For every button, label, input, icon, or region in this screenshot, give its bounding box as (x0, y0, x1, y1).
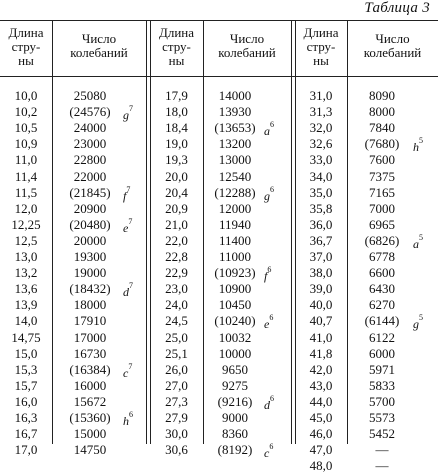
note-octave: 7 (129, 281, 133, 291)
length-cell: 27,9 (165, 410, 188, 425)
length-cell: 15,7 (14, 377, 38, 393)
header-length-line: Длина (158, 25, 195, 40)
frequency-cell: 10000 (218, 345, 252, 361)
frequency-cell: 22800 (73, 152, 107, 168)
note-octave: 6 (129, 410, 133, 419)
string-frequency-table (0, 20, 438, 474)
frequency-cell: — (375, 458, 389, 474)
length-cell: 11,5 (14, 184, 38, 200)
frequency-cell: 11400 (218, 232, 252, 248)
length-cell: 11,0 (14, 152, 38, 168)
length-cell: 44,0 (309, 393, 333, 409)
frequency-cell: 10032 (218, 329, 252, 345)
frequency-cell: (13653) (214, 120, 256, 136)
frequency-cell: 16000 (73, 377, 107, 393)
length-cell: 31,0 (309, 88, 333, 103)
length-cell: 40,7 (309, 313, 333, 329)
frequency-cell: 17910 (73, 313, 107, 329)
note-name (123, 217, 132, 233)
note-letter: g (413, 317, 419, 332)
length-cell: 13,0 (14, 249, 38, 264)
length-cell: 22,8 (165, 249, 188, 264)
header-frequency (52, 32, 146, 60)
note-letter: c (264, 446, 270, 461)
frequency-cell: 9000 (222, 410, 248, 425)
length-cell: 16,0 (14, 393, 38, 409)
frequency-cell: (15360) (69, 410, 111, 425)
length-cell: 24,5 (165, 313, 188, 329)
note-letter: g (123, 108, 129, 123)
frequency-cell: 20000 (73, 232, 107, 248)
length-cell: 14,0 (14, 313, 38, 329)
length-cell: 13,9 (14, 297, 38, 313)
length-cell: 42,0 (309, 361, 333, 377)
frequency-cell: 12540 (218, 168, 252, 184)
header-length (295, 26, 347, 68)
frequency-cell: 7840 (369, 120, 395, 136)
header-length-line: стру- (306, 39, 336, 54)
header-length-line: стру- (11, 39, 41, 54)
length-cell: 46,0 (309, 426, 333, 442)
length-cell: 16,7 (14, 426, 38, 442)
note-letter: e (264, 317, 270, 332)
frequency-cell: — (375, 442, 389, 458)
frequency-cell: (10923) (214, 265, 256, 281)
note-octave: 6 (269, 442, 274, 452)
frequency-cell: (20480) (69, 216, 111, 232)
frequency-cell: 10450 (218, 297, 252, 313)
frequency-cell: 14750 (73, 442, 107, 458)
header-length (150, 26, 203, 68)
note-letter: h (413, 140, 419, 155)
length-cell: 10,5 (14, 120, 38, 136)
frequency-cell: 11940 (218, 216, 252, 232)
length-cell: 19,0 (165, 136, 188, 152)
length-cell: 12,25 (11, 216, 41, 232)
frequency-cell: (6826) (364, 232, 400, 248)
frequency-cell: 9275 (222, 377, 248, 393)
note-name (264, 442, 274, 461)
length-cell: 25,0 (165, 329, 188, 345)
frequency-cell: 6270 (369, 297, 395, 313)
frequency-cell: (21845) (69, 184, 111, 200)
header-length-line: Длина (303, 25, 339, 40)
frequency-cell: 7375 (369, 168, 395, 184)
frequency-cell: (10240) (214, 313, 256, 329)
frequency-cell: 14000 (218, 88, 252, 103)
frequency-cell: 11000 (218, 249, 252, 264)
length-cell: 36,0 (309, 216, 333, 232)
length-cell: 35,8 (309, 200, 333, 216)
length-cell: 48,0 (309, 458, 333, 474)
length-cell: 24,0 (165, 297, 188, 313)
note-name (123, 185, 130, 201)
frequency-cell: 25080 (73, 88, 107, 103)
frequency-cell: 5971 (369, 361, 395, 377)
header-length-line: ны (313, 53, 329, 68)
frequency-cell: 7165 (369, 184, 395, 200)
header-length (0, 26, 52, 68)
note-name (413, 313, 423, 332)
length-cell: 15,0 (14, 345, 38, 361)
header-bottom-rule (0, 76, 438, 77)
note-letter: e (123, 220, 129, 235)
note-letter: c (123, 365, 129, 380)
length-cell: 14,75 (11, 329, 41, 345)
length-cell: 11,4 (14, 168, 38, 184)
frequency-cell: 10900 (218, 281, 252, 297)
length-cell: 19,3 (165, 152, 188, 168)
frequency-cell: (9216) (217, 393, 253, 409)
length-cell: 10,0 (14, 88, 38, 103)
length-cell: 33,0 (309, 152, 333, 168)
note-octave: 7 (128, 216, 133, 226)
frequency-cell: 5573 (369, 410, 395, 425)
frequency-cell: 12000 (218, 200, 252, 216)
frequency-cell: 13200 (218, 136, 252, 152)
length-cell: 25,1 (165, 345, 188, 361)
note-octave: 7 (128, 361, 133, 371)
header-frequency-line: Число (375, 31, 410, 46)
length-cell: 47,0 (309, 442, 333, 458)
note-name (123, 281, 133, 300)
note-octave: 5 (419, 313, 423, 323)
header-length-line: ны (18, 53, 34, 68)
frequency-cell: 9650 (222, 361, 248, 377)
header-length-line: Длина (8, 25, 44, 40)
frequency-cell: 5700 (369, 393, 395, 409)
length-cell: 17,9 (165, 88, 188, 103)
frequency-cell: 19000 (73, 265, 107, 281)
frequency-cell: 16730 (73, 345, 107, 361)
note-octave: 7 (126, 184, 131, 194)
frequency-cell: 24000 (73, 120, 107, 136)
column-rule (52, 20, 53, 444)
length-cell: 12,5 (14, 232, 38, 248)
frequency-cell: 8360 (222, 426, 248, 442)
note-letter: a (413, 236, 419, 251)
frequency-cell: 6965 (369, 216, 395, 232)
length-cell: 27,0 (165, 377, 188, 393)
note-letter: f (123, 188, 127, 203)
note-name (123, 362, 132, 378)
length-cell: 13,2 (14, 265, 38, 281)
note-letter: f (264, 269, 268, 284)
note-name (264, 185, 274, 201)
frequency-cell: (18432) (69, 281, 111, 297)
length-cell: 34,0 (309, 168, 333, 184)
frequency-cell: (24576) (69, 104, 111, 120)
column-rule (146, 20, 147, 444)
length-cell: 22,9 (165, 265, 188, 281)
note-octave: 7 (129, 104, 133, 114)
frequency-cell: 7000 (369, 200, 395, 216)
length-cell: 39,0 (309, 281, 333, 297)
frequency-cell: (12288) (214, 184, 256, 200)
header-frequency-line: колебаний (70, 45, 128, 60)
length-cell: 41,0 (309, 329, 333, 345)
length-cell: 40,0 (309, 297, 333, 313)
note-octave: 5 (419, 232, 423, 242)
frequency-cell: 22000 (73, 168, 107, 184)
note-name (264, 313, 274, 332)
header-frequency-line: Число (229, 31, 265, 46)
column-rule (291, 20, 292, 444)
length-cell: 18,4 (165, 120, 188, 136)
header-length-line: ны (168, 53, 185, 68)
frequency-cell: 18000 (73, 297, 107, 313)
length-cell: 10,9 (14, 136, 38, 152)
note-name (123, 410, 133, 426)
note-name (123, 104, 133, 123)
note-octave: 5 (419, 136, 423, 146)
length-cell: 36,7 (309, 232, 333, 248)
note-letter: d (264, 397, 270, 412)
note-letter: a (264, 124, 270, 139)
header-frequency-line: Число (81, 31, 117, 46)
frequency-cell: 7600 (369, 152, 395, 168)
frequency-cell: 15000 (73, 426, 107, 442)
length-cell: 21,0 (165, 216, 188, 232)
note-octave: 6 (269, 313, 274, 323)
length-cell: 35,0 (309, 184, 333, 200)
length-cell: 23,0 (165, 281, 188, 297)
frequency-cell: (16384) (69, 361, 111, 377)
frequency-cell: 6430 (369, 281, 395, 297)
note-name (264, 265, 272, 284)
length-cell: 41,8 (309, 345, 333, 361)
length-cell: 27,3 (165, 393, 188, 409)
frequency-cell: 8000 (369, 104, 395, 120)
note-name (264, 120, 274, 139)
note-letter: h (123, 414, 129, 428)
header-frequency (347, 32, 438, 60)
length-cell: 37,0 (309, 249, 333, 264)
table-caption: Таблица 3 (364, 0, 430, 16)
frequency-cell: 20900 (73, 200, 107, 216)
length-cell: 17,0 (14, 442, 38, 458)
length-cell: 31,3 (309, 104, 333, 120)
header-frequency-line: колебаний (363, 45, 422, 60)
length-cell: 10,2 (14, 104, 38, 120)
note-octave: 6 (267, 265, 272, 275)
note-letter: g (264, 188, 270, 203)
length-cell: 32,6 (309, 136, 333, 152)
length-cell: 30,0 (165, 426, 188, 442)
frequency-cell: 13930 (218, 104, 252, 120)
note-octave: 6 (270, 393, 274, 403)
table-top-rule (0, 20, 438, 21)
length-cell: 45,0 (309, 410, 333, 425)
length-cell: 12,0 (14, 200, 38, 216)
length-cell: 38,0 (309, 265, 333, 281)
frequency-cell: 13000 (218, 152, 252, 168)
header-frequency-line: колебаний (218, 45, 276, 60)
frequency-cell: 6000 (369, 345, 395, 361)
frequency-cell: 23000 (73, 136, 107, 152)
frequency-cell: 8090 (369, 88, 395, 103)
length-cell: 20,0 (165, 168, 188, 184)
frequency-cell: 6122 (369, 329, 395, 345)
frequency-cell: (8192) (217, 442, 253, 458)
header-length-line: стру- (162, 39, 191, 54)
note-name (413, 136, 423, 155)
frequency-cell: 15672 (73, 393, 107, 409)
length-cell: 22,0 (165, 232, 188, 248)
frequency-cell: (6144) (364, 313, 400, 329)
length-cell: 26,0 (165, 361, 188, 377)
length-cell: 43,0 (309, 377, 333, 393)
length-cell: 30,6 (165, 442, 188, 458)
note-octave: 6 (270, 184, 274, 194)
length-cell: 18,0 (165, 104, 188, 120)
frequency-cell: 5833 (369, 377, 395, 393)
frequency-cell: (7680) (364, 136, 400, 152)
frequency-cell: 6600 (369, 265, 395, 281)
note-name (264, 394, 274, 410)
length-cell: 20,4 (165, 184, 188, 200)
length-cell: 13,6 (14, 281, 38, 297)
frequency-cell: 6778 (369, 249, 395, 264)
note-name (413, 233, 423, 249)
note-letter: d (123, 285, 129, 300)
length-cell: 32,0 (309, 120, 333, 136)
header-frequency (203, 32, 291, 60)
length-cell: 16,3 (14, 410, 38, 425)
length-cell: 15,3 (14, 361, 38, 377)
frequency-cell: 19300 (73, 249, 107, 264)
frequency-cell: 17000 (73, 329, 107, 345)
frequency-cell: 5452 (369, 426, 395, 442)
note-octave: 6 (270, 120, 274, 130)
length-cell: 20,9 (165, 200, 188, 216)
